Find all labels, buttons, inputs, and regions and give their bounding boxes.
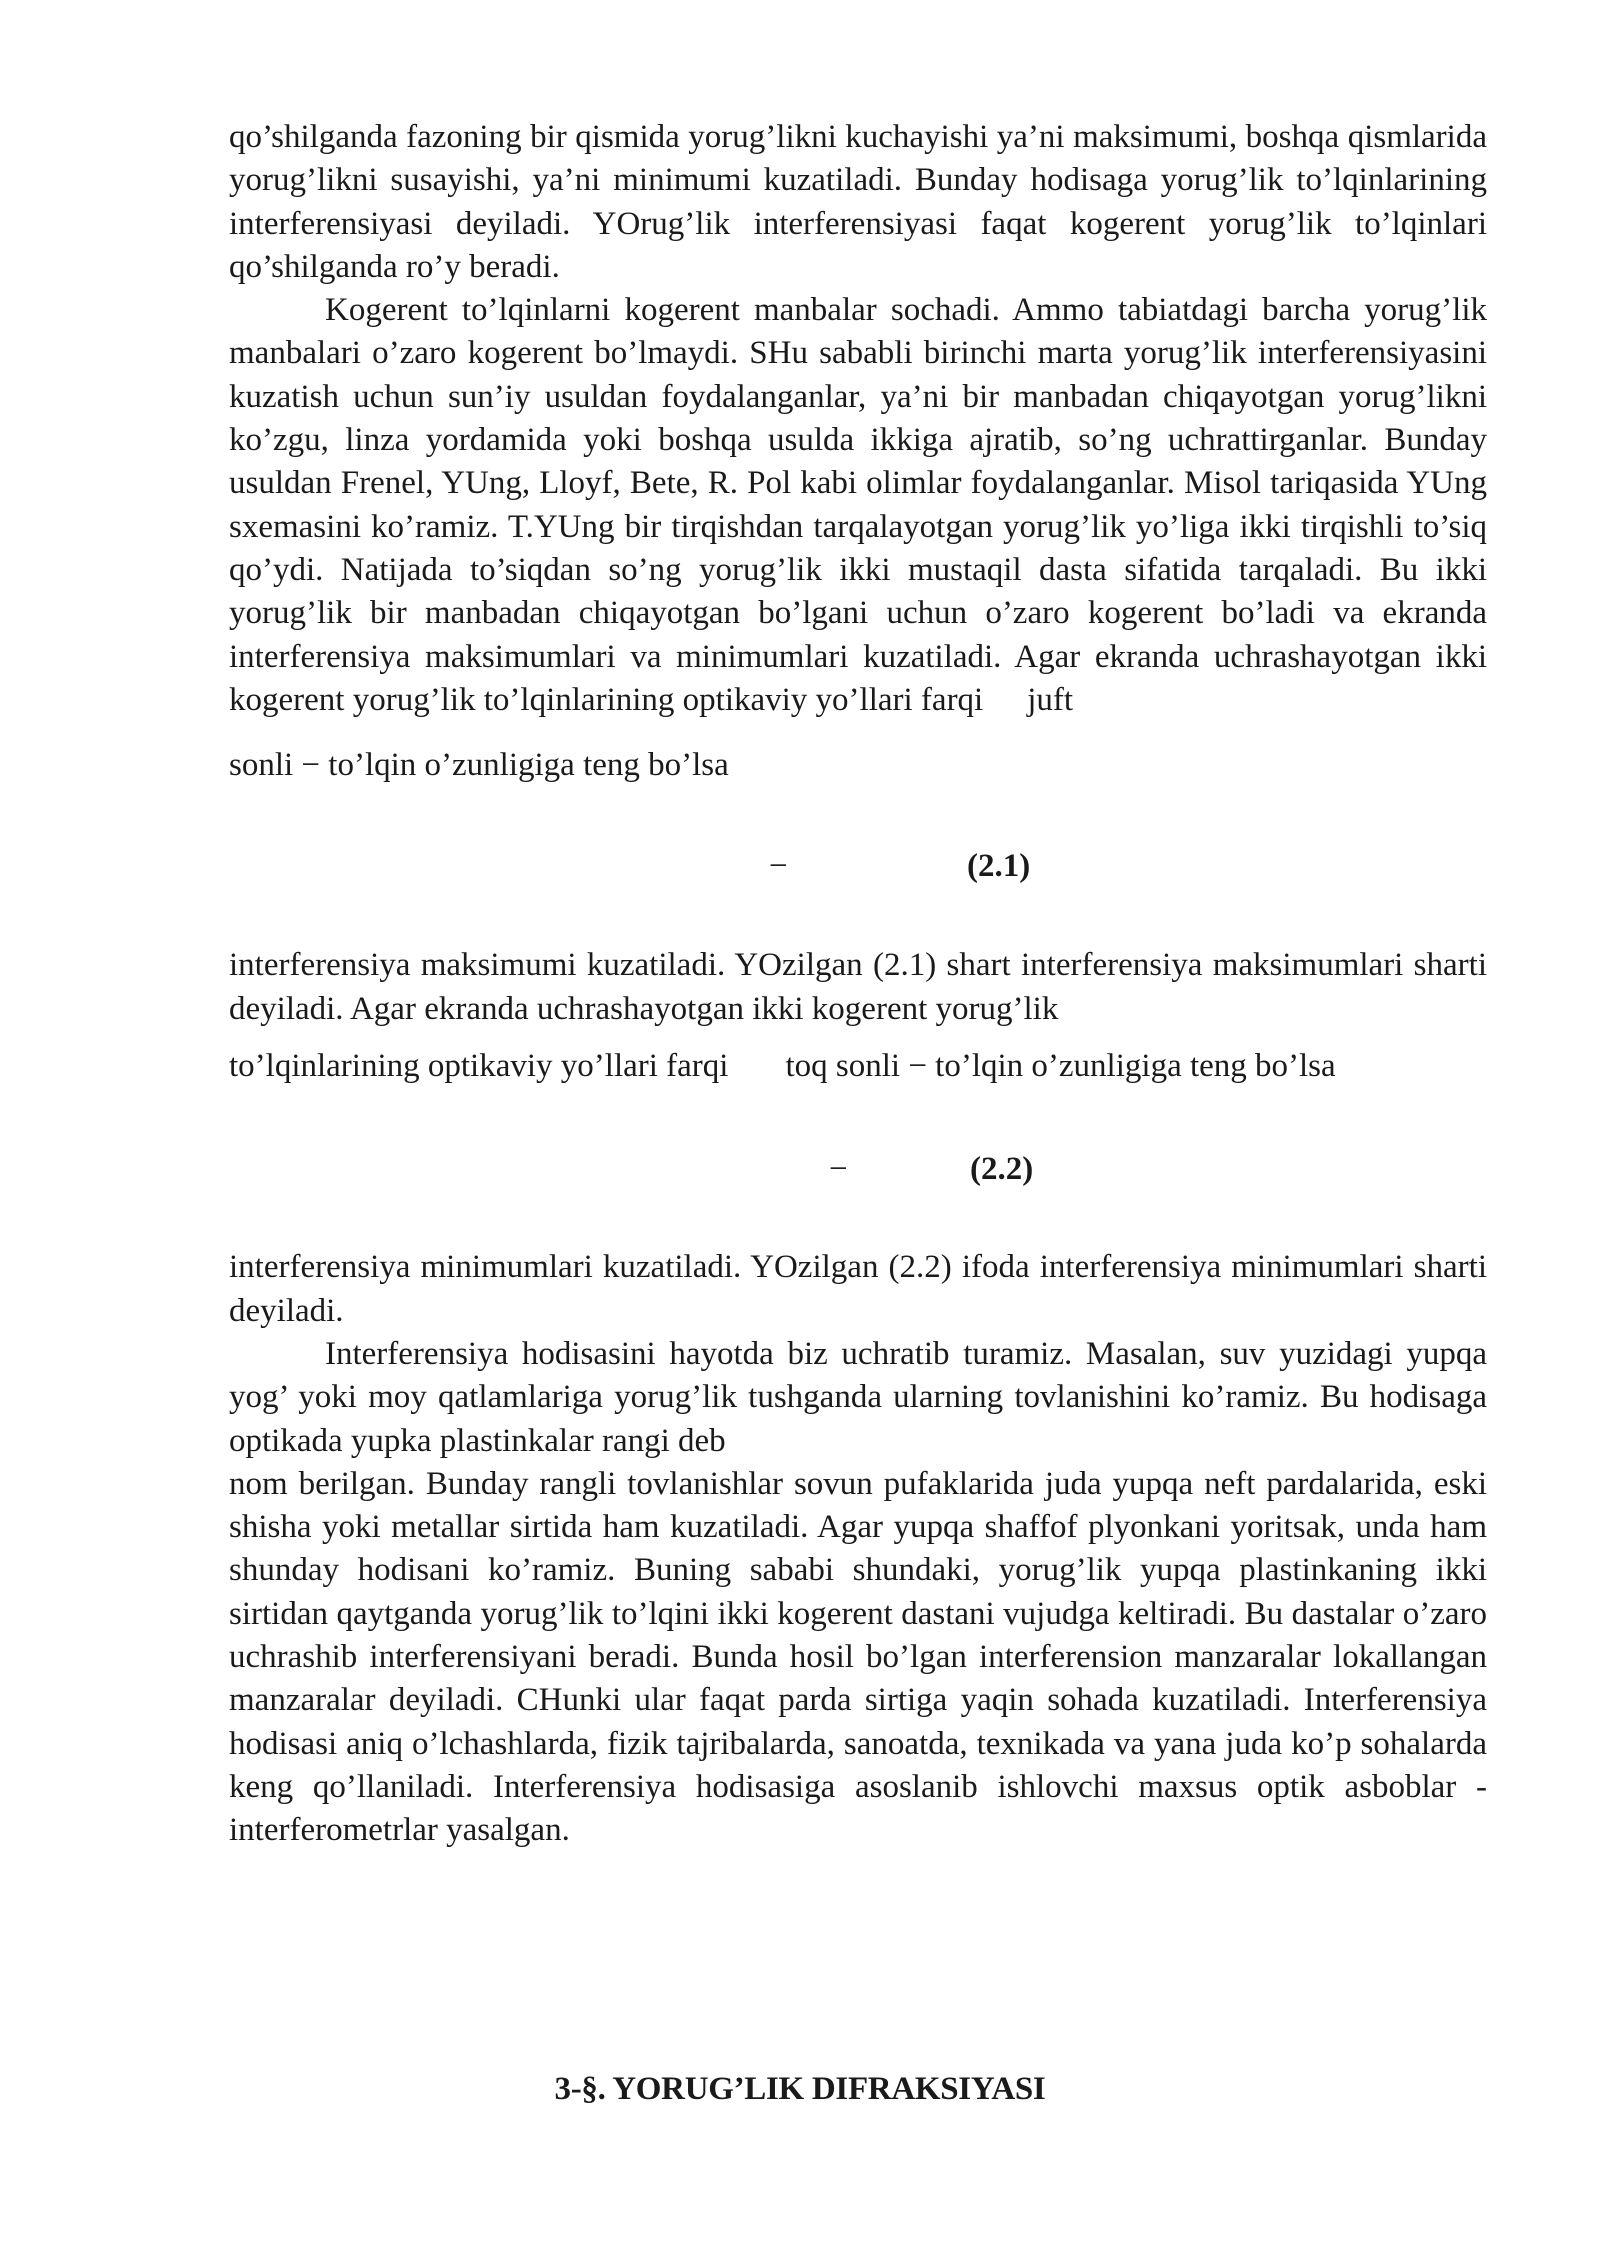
paragraph-coherent-sources: [229, 289, 1487, 722]
paragraph-maximum-condition: interferensiya maksimumi kuzatiladi. YOzilgan (2.1) shart interferensiya maksimumlari sharti deyiladi. Agar ekranda uchrashayotgan ikki kogerent yorug’lik: [229, 947, 1487, 1027]
document-body: [229, 116, 1487, 1853]
paragraph-interference-intro: qo’shilganda fazoning bir qismida yorug’likni kuchayishi ya’ni maksimumi, boshqa qismlarida yorug’likni susayishi, ya’ni minimumi kuzatiladi. Bunday hodisaga yorug’lik to’lqinlarining interferensiyasi deyiladi. YOrug’lik interferensiyasi faqat kogerent yorug’lik to’lqinlari qo’shilganda ro’y beradi.: [229, 119, 1487, 285]
paragraph-minimum-condition: interferensiya minimumlari kuzatiladi. YOzilgan (2.2) ifoda interferensiya minimumlari sharti deyiladi.: [229, 1249, 1487, 1329]
paragraph-thin-film-a: Interferensiya hodisasini hayotda biz uchratib turamiz. Masalan, suv yuzidagi yupqa yog’ yoki moy qatlamlariga yorug’lik tushganda ularning tovlanishini ko’ramiz. Bu hodisaga optikada yupka plastinkalar rangi deb: [229, 1335, 1487, 1459]
formula-2-2: [229, 1148, 1487, 1191]
paragraph-coherent-sources-text: Kogerent to’lqinlarni kogerent manbalar sochadi. Ammo tabiatdagi barcha yorug’lik manbalari o’zaro kogerent bo’lmaydi. SHu sababli birinchi marta yorug’lik interferensiyasini kuzatish uchun sun’iy usuldan foydalanganlar, ya’ni bir manbadan chiqayotgan yorug’likni ko’zgu, linza yordamida yoki boshqa usulda ikkiga ajratib, so’ng uchrattirganlar. Bunday usuldan Frenel, YUng, Lloyf, Bete, R. Pol kabi olimlar foydalanganlar. Misol tariqasida YUng sxemasini ko’ramiz. T.YUng bir tirqishdan tarqalayotgan yorug’lik yo’liga ikki tirqishli to’siq qo’ydi. Natijada to’siqdan so’ng yorug’lik ikki mustaqil dasta sifatida tarqaladi. Bu ikki yorug’lik bir manbadan chiqayotgan bo’lgani uchun o’zaro kogerent bo’ladi va ekranda interferensiya maksimumlari va minimumlari kuzatiladi. Agar ekranda uchrashayotgan ikki kogerent yorug’lik to’lqinlarining optikaviy yo’llari farqi: [229, 292, 1487, 718]
odd-condition-text-b: toq sonli − to’lqin o’zunligiga teng bo’lsa: [785, 1048, 1336, 1085]
paragraph-thin-film-b: nom berilgan. Bunday rangli tovlanishlar sovun pufaklarida juda yupqa neft pardalarida, eski shisha yoki metallar sirtida ham kuzatiladi. Agar yupqa shaffof plyonkani yoritsak, unda ham shunday hodisani ko’ramiz. Buning sababi shundaki, yorug’lik yupqa plastinkaning ikki sirtidan qaytganda yorug’lik to’lqini ikki kogerent dastani vujudga keltiradi. Bu dastalar o’zaro uchrashib interferensiyani beradi. Bunda hosil bo’lgan interferension manzaralar lokallangan manzaralar deyiladi. CHunki ular faqat parda sirtiga yaqin sohada kuzatiladi. Interferensiya hodisasi aniq o’lchashlarda, fizik tajribalarda, sanoatda, texnikada va yana juda ko’p sohalarda keng qo’llaniladi. Interferensiya hodisasiga asoslanib ishlovchi maxsus optik asboblar - interferometrlar yasalgan.: [229, 1465, 1487, 1849]
formula-2-1-symbol: −: [769, 848, 788, 885]
formula-2-2-number: (2.2): [970, 1151, 1034, 1188]
formula-2-2-symbol: −: [829, 1151, 848, 1188]
paragraph-odd-condition: [229, 1045, 1487, 1088]
section-heading-diffraction: 3-§. YORUG’LIK DIFRAKSIYASI: [554, 2071, 1046, 2107]
formula-2-1: [229, 845, 1487, 888]
odd-condition-text-a: to’lqinlarining optikaviy yo’llari farqi: [229, 1048, 729, 1085]
formula-2-1-number: (2.1): [967, 848, 1031, 885]
paragraph-condition-max-intro: sonli − to’lqin o’zunligiga teng bo’lsa: [229, 747, 729, 784]
word-juft: juft: [1027, 681, 1074, 718]
